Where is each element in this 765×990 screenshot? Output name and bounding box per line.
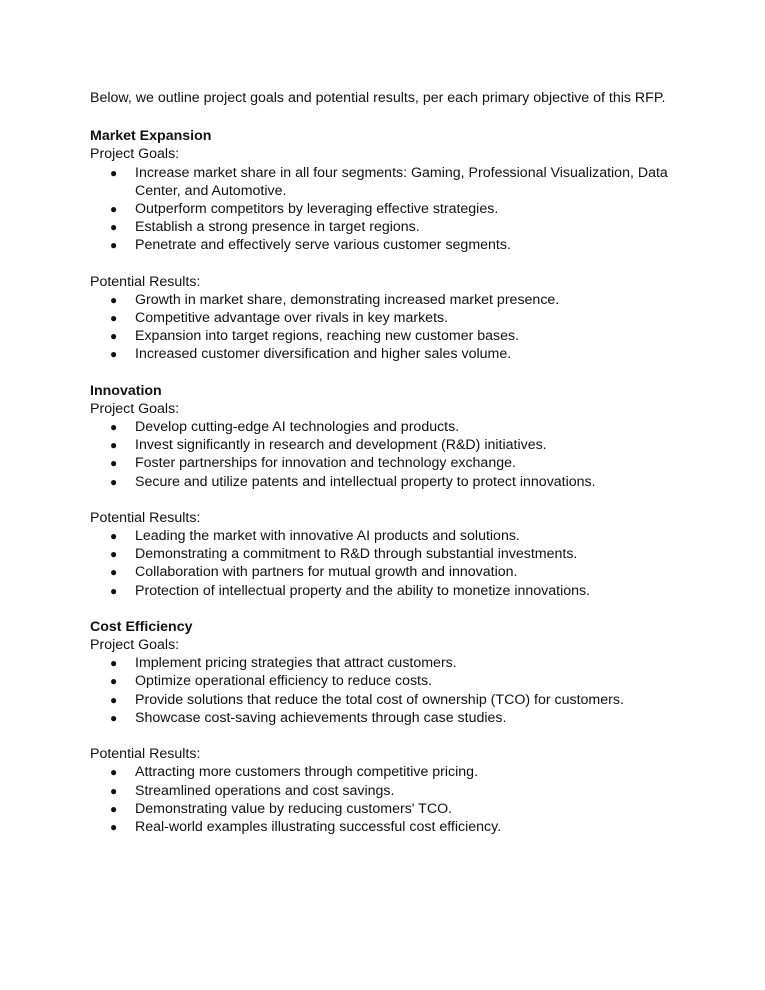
project-goals-list	[90, 164, 675, 255]
list-item-text: Attracting more customers through competitive pricing.	[135, 764, 479, 781]
bullet-icon: ●	[110, 292, 118, 307]
list-item	[90, 545, 675, 563]
list-item-text: Invest significantly in research and development (R&D) initiatives.	[135, 437, 547, 454]
bullet-icon: ●	[110, 165, 118, 180]
list-item	[90, 454, 675, 472]
bullet-icon: ●	[110, 565, 118, 580]
list-item-text: Penetrate and effectively serve various customer segments.	[135, 237, 511, 254]
list-item	[90, 800, 675, 818]
section-title: Cost Efficiency	[90, 618, 193, 635]
spacer	[90, 727, 675, 745]
potential-results-list	[90, 291, 675, 364]
bullet-icon: ●	[110, 547, 118, 562]
list-item-text: Develop cutting-edge AI technologies and products.	[135, 419, 460, 436]
list-item-text: Implement pricing strategies that attract customers.	[135, 655, 457, 672]
list-item-text: Leading the market with innovative AI products and solutions.	[135, 528, 520, 545]
list-item-text: Growth in market share, demonstrating increased market presence.	[135, 291, 560, 308]
list-item	[90, 200, 675, 218]
bullet-icon: ●	[110, 656, 118, 671]
project-goals-label: Project Goals:	[90, 400, 180, 417]
spacer	[90, 255, 675, 273]
section-title: Innovation	[90, 382, 162, 399]
bullet-icon: ●	[110, 202, 118, 217]
list-item-text: Streamlined operations and cost savings.	[135, 782, 395, 799]
list-item	[90, 345, 675, 363]
bullet-icon: ●	[110, 819, 118, 834]
bullet-icon: ●	[110, 765, 118, 780]
list-item	[90, 418, 675, 436]
project-goals-list	[90, 654, 675, 727]
section-title: Market Expansion	[90, 128, 212, 145]
section-cost-efficiency	[90, 618, 675, 836]
list-item	[90, 291, 675, 309]
list-item	[90, 436, 675, 454]
bullet-icon: ●	[110, 583, 118, 598]
list-item-text: Secure and utilize patents and intellectual property to protect innovations.	[135, 473, 596, 490]
list-item	[90, 164, 675, 200]
bullet-icon: ●	[110, 347, 118, 362]
list-item	[90, 473, 675, 491]
list-item	[90, 236, 675, 254]
bullet-icon: ●	[110, 692, 118, 707]
bullet-icon: ●	[110, 329, 118, 344]
bullet-icon: ●	[110, 311, 118, 326]
bullet-icon: ●	[110, 420, 118, 435]
list-item-text: Increased customer diversification and higher sales volume.	[135, 346, 512, 363]
potential-results-list	[90, 763, 675, 836]
list-item-text: Expansion into target regions, reaching new customer bases.	[135, 328, 520, 345]
list-item-text: Establish a strong presence in target regions.	[135, 219, 420, 236]
potential-results-label: Potential Results:	[90, 273, 201, 290]
bullet-icon: ●	[110, 783, 118, 798]
list-item-text: Optimize operational efficiency to reduce costs.	[135, 673, 433, 690]
bullet-icon: ●	[110, 529, 118, 544]
potential-results-label: Potential Results:	[90, 746, 201, 763]
list-item-text: Collaboration with partners for mutual growth and innovation.	[135, 564, 518, 581]
list-item	[90, 327, 675, 345]
bullet-icon: ●	[110, 710, 118, 725]
project-goals-list	[90, 418, 675, 491]
bullet-icon: ●	[110, 456, 118, 471]
potential-results-list	[90, 527, 675, 600]
list-item	[90, 818, 675, 836]
list-item	[90, 563, 675, 581]
potential-results-label: Potential Results:	[90, 509, 201, 526]
list-item-text: Showcase cost-saving achievements through case studies.	[135, 709, 507, 726]
spacer	[90, 491, 675, 509]
section-market-expansion	[90, 127, 675, 363]
list-item-text: Outperform competitors by leveraging effective strategies.	[135, 201, 499, 218]
list-item	[90, 527, 675, 545]
bullet-icon: ●	[110, 674, 118, 689]
list-item	[90, 672, 675, 690]
bullet-icon: ●	[110, 238, 118, 253]
list-item-text: Demonstrating value by reducing customers' TCO.	[135, 800, 453, 817]
bullet-icon: ●	[110, 438, 118, 453]
project-goals-label: Project Goals:	[90, 637, 180, 654]
list-item	[90, 782, 675, 800]
bullet-icon: ●	[110, 220, 118, 235]
list-item	[90, 582, 675, 600]
list-item-text: Real-world examples illustrating successful cost efficiency.	[135, 818, 502, 835]
list-item-text: Protection of intellectual property and the ability to monetize innovations.	[135, 582, 591, 599]
list-item	[90, 763, 675, 781]
list-item	[90, 218, 675, 236]
intro-paragraph: Below, we outline project goals and potential results, per each primary objective of this RFP.	[90, 90, 666, 106]
list-item-text: Increase market share in all four segments: Gaming, Professional Visualization, Data Center, and Automotive.	[135, 164, 668, 199]
list-item	[90, 654, 675, 672]
list-item-text: Competitive advantage over rivals in key markets.	[135, 310, 449, 327]
bullet-icon: ●	[110, 801, 118, 816]
list-item	[90, 709, 675, 727]
bullet-icon: ●	[110, 474, 118, 489]
list-item	[90, 691, 675, 709]
list-item-text: Demonstrating a commitment to R&D through substantial investments.	[135, 546, 578, 563]
list-item-text: Provide solutions that reduce the total cost of ownership (TCO) for customers.	[135, 691, 624, 708]
section-innovation	[90, 382, 675, 600]
list-item	[90, 309, 675, 327]
list-item-text: Foster partnerships for innovation and technology exchange.	[135, 455, 516, 472]
project-goals-label: Project Goals:	[90, 146, 180, 163]
